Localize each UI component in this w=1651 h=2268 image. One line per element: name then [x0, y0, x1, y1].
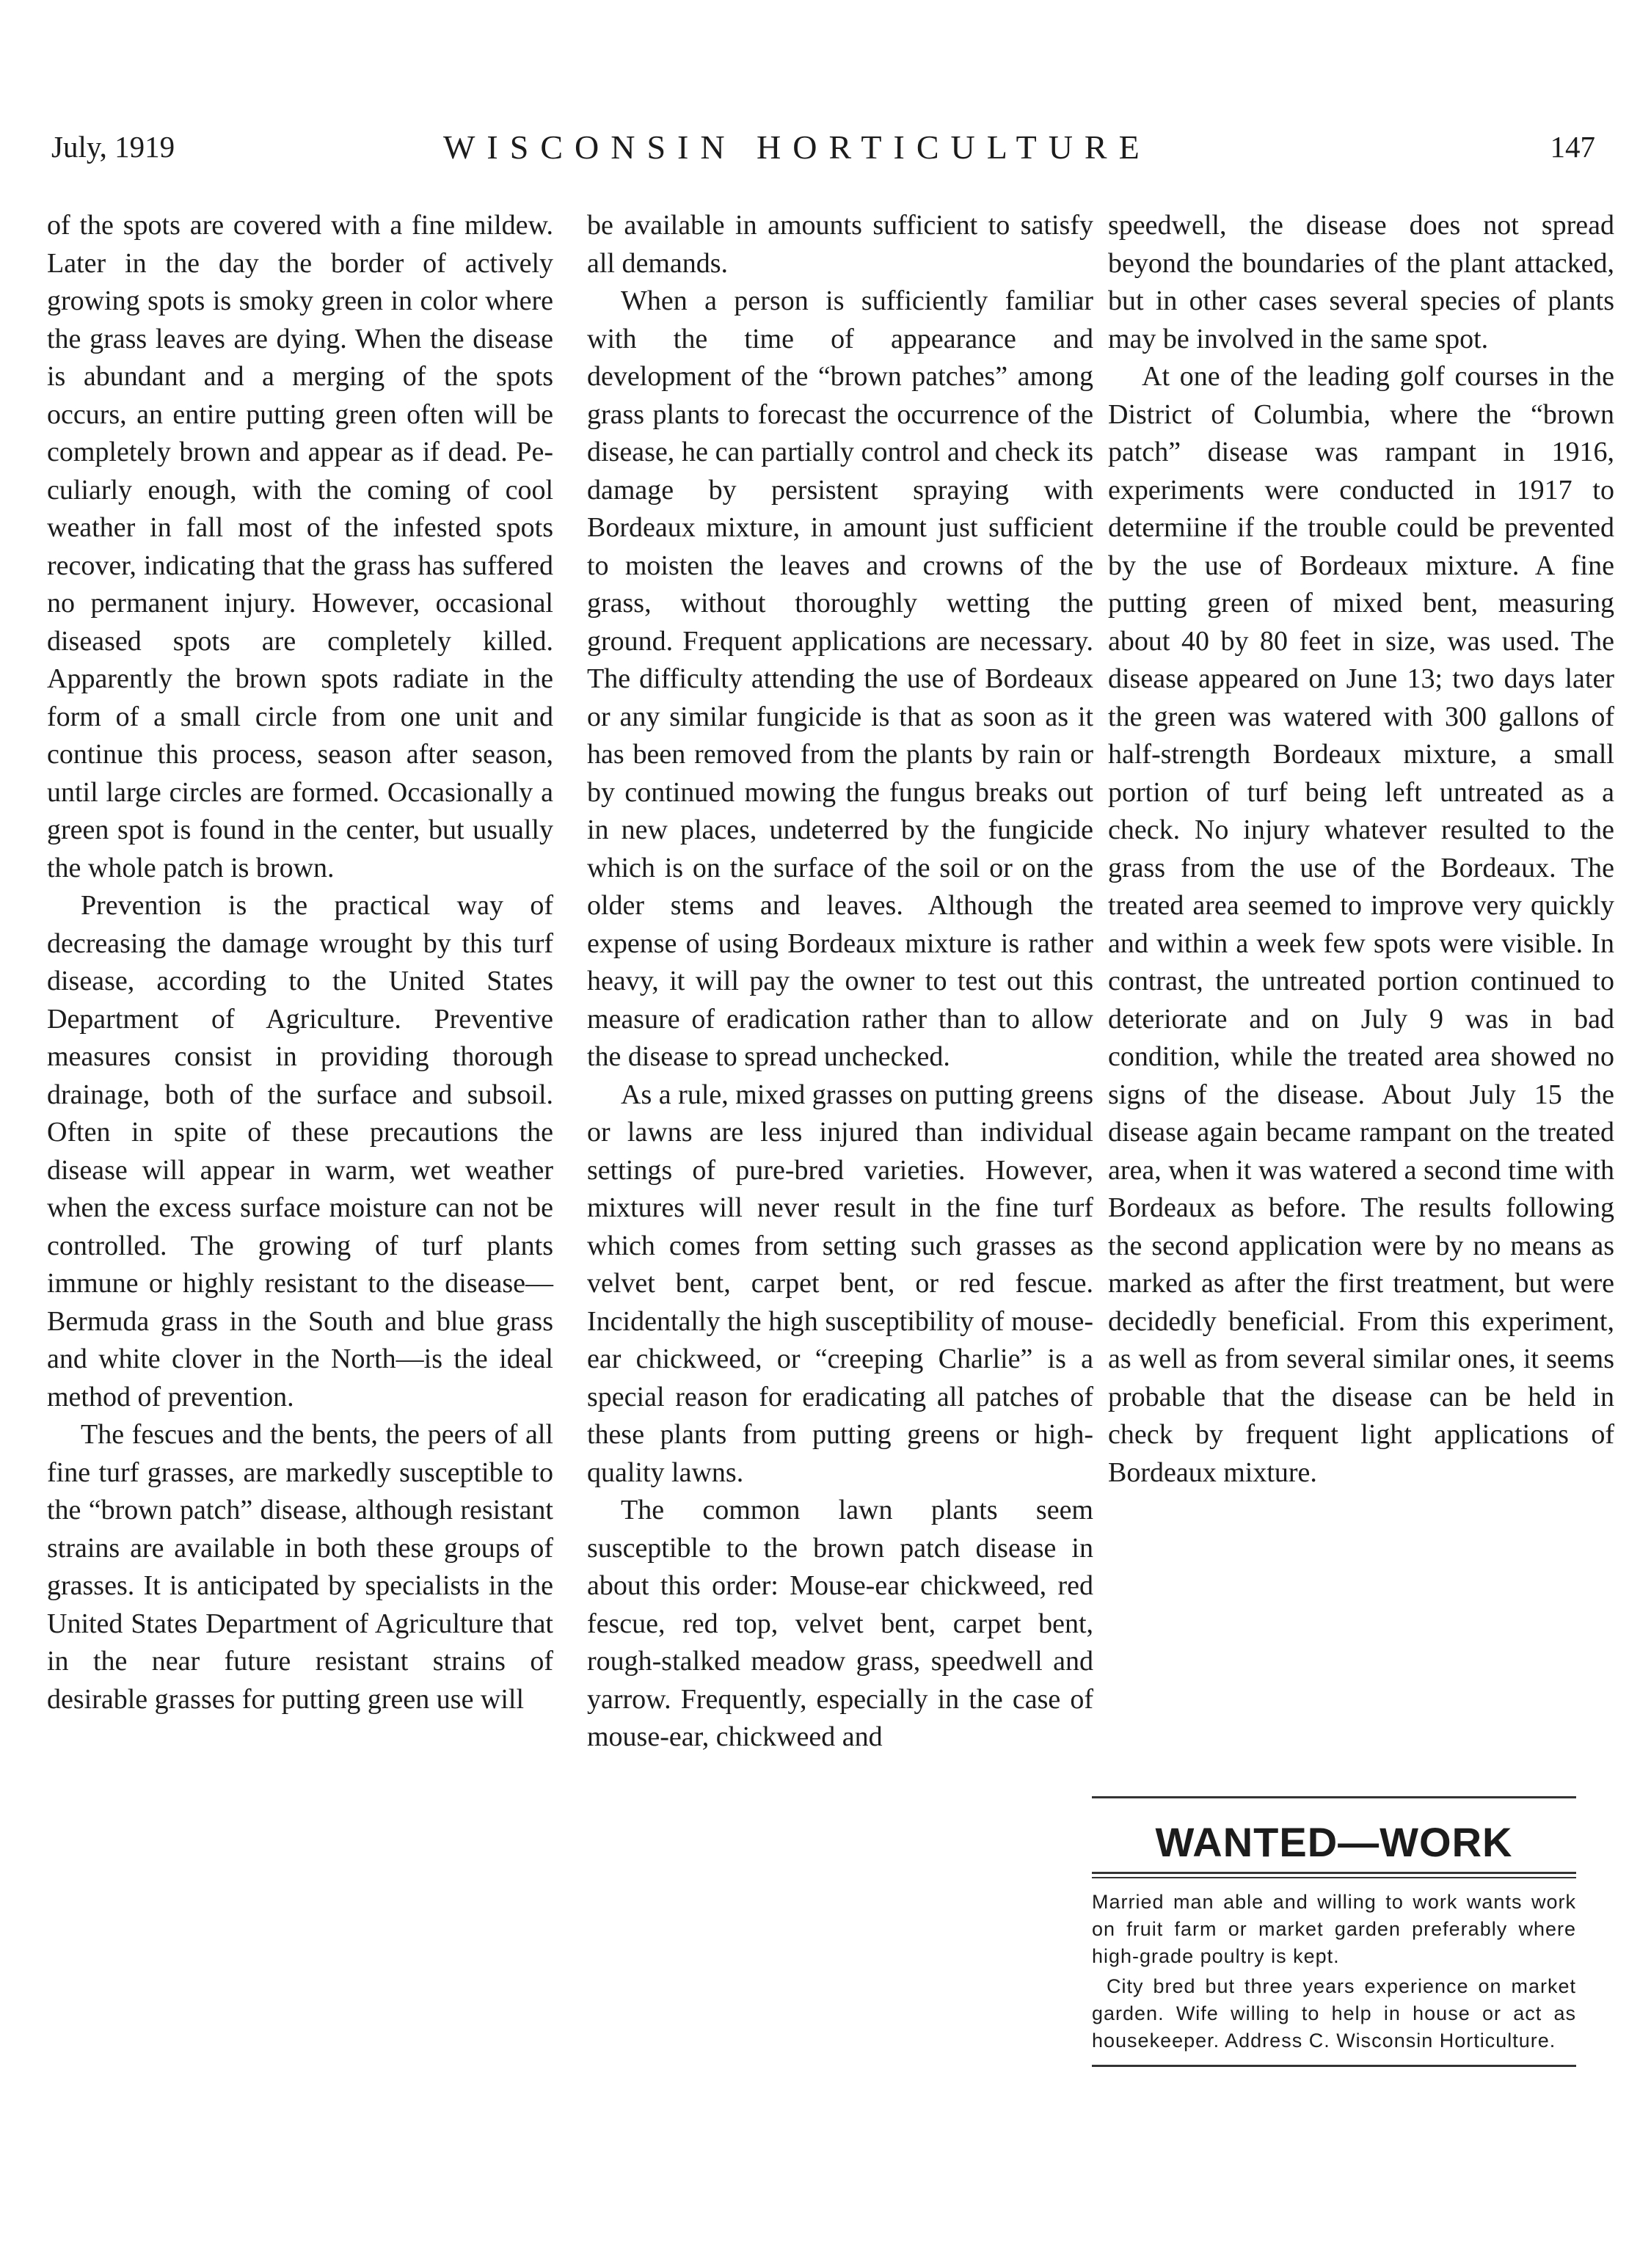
- divider: [1092, 2065, 1576, 2067]
- classified-ad: [1092, 1796, 1576, 2067]
- paragraph: The common lawn plants seem susceptible to the brown patch disease in about this order: Mouse-ear chickweed, red fescue, red top, velvet bent, carpet bent, rough-stalked meadow grass, speedwell and yarrow. Frequently, especially in the case of mouse-ear, chickweed and: [587, 1495, 1093, 1752]
- divider: [1092, 1872, 1576, 1874]
- paragraph: The fescues and the bents, the peers of all fine turf grasses, are markedly susceptible to the “brown patch” disease, although resistant strains are available in both these groups of grasses. It is anticipated by specialists in the United States Department of Agriculture that in the near future resistant strains of desirable grasses for putting green use will: [47, 1419, 553, 1715]
- paragraph: Prevention is the practical way of decreasing the damage wrought by this turf disease, according to the United States Department of Agriculture. Preventive measures consist in providing thorough drainage, both of the surface and subsoil. Often in spite of these precautions the disease will appear in warm, wet weather when the excess surface moisture can not be controlled. The growing of turf plants immune or highly resistant to the disease—Bermuda grass in the South and blue grass and white clover in the North—is the ideal method of prevention.: [47, 890, 553, 1412]
- divider: [1092, 1796, 1576, 1798]
- paragraph: speedwell, the disease does not spread beyond the boundaries of the plant attacked, but in other cases several species of plants may be involved in the same spot.: [1108, 210, 1614, 354]
- divider: [1092, 1877, 1576, 1878]
- ad-title: WANTED—WORK: [1155, 1819, 1513, 1865]
- article-column-3: [1108, 207, 1614, 1492]
- paragraph: When a person is sufficiently familiar with the time of appearance and development of the “brown patches” among grass plants to forecast the occurrence of the disease, he can partially control and check its damage by persistent spraying with Bordeaux mixture, in amount just sufficient to moisten the leaves and crowns of the grass, without thoroughly wetting the ground. Frequent applications are necessary. The difficulty attending the use of Bordeaux or any similar fungicide is that as soon as it has been removed from the plants by rain or by continued mowing the fungus breaks out in new places, undeterred by the fungicide which is on the surface of the soil or on the older stems and leaves. Although the expense of using Bordeaux mixture is rather heavy, it will pay the owner to test out this measure of eradication rather than to allow the disease to spread unchecked.: [587, 285, 1093, 1072]
- paragraph: be available in amounts sufficient to satisfy all demands.: [587, 210, 1093, 279]
- article-column-1: [47, 207, 553, 1718]
- ad-body: [1092, 1889, 1576, 2054]
- paragraph: At one of the leading golf courses in the District of Columbia, where the “brown patch” disease was rampant in 1916, experiments were conducted in 1917 to determiine if the trouble could be prevented by the use of Bordeaux mixture. A fine putting green of mixed bent, measuring about 40 by 80 feet in size, was used. The disease appeared on June 13; two days later the green was watered with 300 gallons of half-strength Bordeaux mixture, a small portion of turf being left untreated as a check. No injury whatever resulted to the grass from the use of the Bordeaux. The treated area seemed to improve very quickly and within a week few spots were visible. In contrast, the untreated portion continued to deteriorate and on July 9 was in bad condition, while the treated area showed no signs of the disease. About July 15 the disease again became rampant on the treated area, when it was watered a second time with Bordeaux as before. The results following the second application were by no means as marked as after the first treatment, but were decidedly beneficial. From this experiment, as well as from several similar ones, it seems probable that the disease can be held in check by frequent light applications of Bordeaux mixture.: [1108, 361, 1614, 1488]
- paragraph: As a rule, mixed grasses on putting greens or lawns are less injured than individual settings of pure-bred varieties. However, mixtures will never result in the fine turf which comes from setting such grasses as velvet bent, carpet bent, or red fescue. Incidentally the high susceptibility of mouse-ear chickweed, or “creeping Charlie” is a special reason for eradicating all patches of these plants from putting greens or high-quality lawns.: [587, 1079, 1093, 1488]
- paragraph: of the spots are covered with a fine mildew. Later in the day the border of actively growing spots is smoky green in color where the grass leaves are dying. When the disease is abundant and a merging of the spots occurs, an entire putting green often will be completely brown and appear as if dead. Peculiarly enough, with the coming of cool weather in fall most of the infested spots recover, indicating that the grass has suffered no permanent injury. However, occasional diseased spots are completely killed. Apparently the brown spots radiate in the form of a small circle from one unit and continue this process, season after season, until large circles are formed. Occasionally a green spot is found in the center, but usually the whole patch is brown.: [47, 210, 553, 883]
- page-header: [47, 126, 1595, 170]
- ad-paragraph: Married man able and willing to work wants work on fruit farm or market garden preferably where high-grade poultry is kept.: [1092, 1891, 1576, 1967]
- ad-paragraph: City bred but three years experience on market garden. Wife willing to help in house or act as housekeeper. Address C. Wisconsin Horticulture.: [1092, 1975, 1576, 2052]
- page-number: 147: [1550, 130, 1595, 164]
- article-column-2: [587, 207, 1093, 1757]
- journal-title: WISCONSIN HORTICULTURE: [443, 128, 1151, 166]
- issue-date: July, 1919: [51, 130, 175, 164]
